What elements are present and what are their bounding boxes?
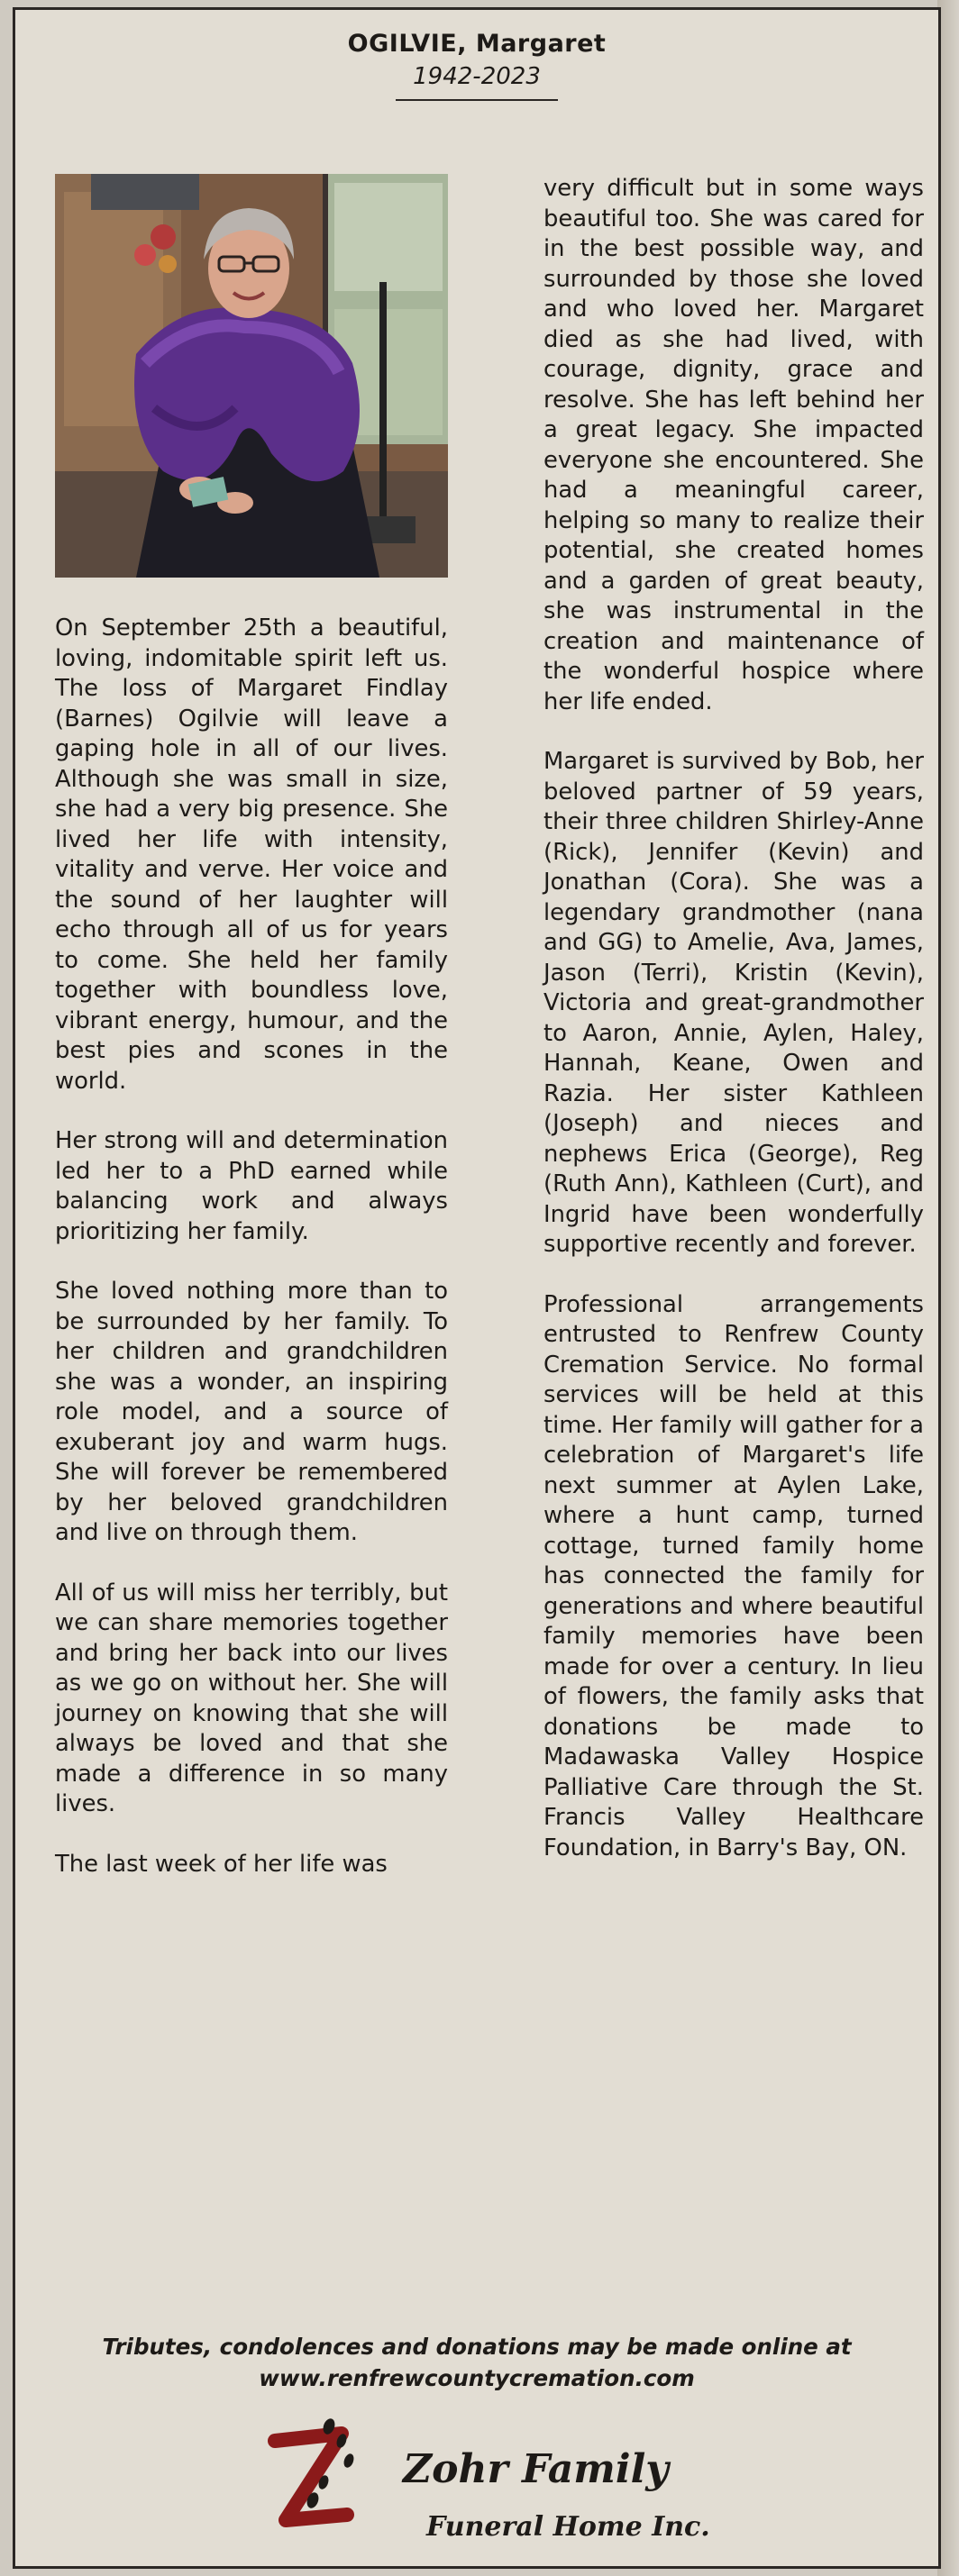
paragraph-arrangements: Professional arrangements entrusted to Renfrew County Cremation Service. No formal services will be held at this time. Her family will gather for a celebration of Margaret's life next summer at Aylen Lake, where a hunt camp, turned cottage, turned family home has connected the family for generations and where beautiful family memories have been made for over a century. In lieu of flowers, the family asks that donations be made to Madawaska Valley Hospice Palliative Care through the St. Francis Valley Healthcare Foundation, in Barry's Bay, ON.: [543, 1290, 924, 1861]
paragraph-phd: Her strong will and determination led her to a PhD earned while balancing work and always prioritizing her family.: [55, 1127, 448, 1245]
website-link[interactable]: www.renfrewcountycremation.com: [259, 2365, 695, 2391]
tribute-line: Tributes, condolences and donations may be made online at: [102, 2334, 852, 2360]
logo-title: Zohr Family: [403, 2446, 669, 2492]
left-column: [55, 614, 448, 1909]
portrait-photo: [55, 174, 448, 578]
paragraph-survivors: Margaret is survived by Bob, her beloved partner of 59 years, their three children Shirley-Anne (Rick), Jennifer (Kevin) and Jonathan (Cora). She was a legendary grandmother (nana and GG) to Amelie, Ava, James, Jason (Terri), Kristin (Kevin), Victoria and great-grandmother to Aaron, Annie, Aylen, Haley, Hannah, Keane, Owen and Razia. Her sister Kathleen (Joseph) and nieces and nephews Erica (George), Reg (Ruth Ann), Kathleen (Curt), and Ingrid have been wonderfully supportive recently and forever.: [543, 748, 924, 1258]
obituary-header: [15, 30, 938, 101]
tribute-note: [15, 2331, 938, 2394]
funeral-home-logo: [259, 2414, 763, 2558]
paragraph-family: She loved nothing more than to be surrounded by her family. To her children and grandchildren she was a wonder, an inspiring role model, and a source of exuberant joy and warm hugs. She will forever be remembered by her beloved grandchildren and live on through them.: [55, 1278, 448, 1546]
life-years: 1942-2023: [413, 63, 541, 90]
paragraph-last-week: The last week of her life was: [55, 1850, 388, 1878]
portrait-illustration: [55, 174, 448, 578]
deceased-name: OGILVIE, Margaret: [347, 30, 607, 58]
paragraph-legacy: very difficult but in some ways beautiful too. She was cared for in the best possible way, and surrounded by those she loved and who loved her. Margaret died as she had lived, with courage, dignity, grace and resolve. She has left behind her a great legacy. She impacted everyone she encountered. She had a meaningful career, helping so many to realize their potential, she created homes and a garden of great beauty, she was instrumental in the creation and maintenance of the wonderful hospice where her life ended.: [543, 175, 924, 715]
header-rule: [396, 99, 558, 101]
paragraph-memories: All of us will miss her terribly, but we can share memories together and bring her back into our lives as we go on without her. She will journey on knowing that she will always be loved and that she made a difference in so many lives.: [55, 1579, 448, 1817]
right-column: [543, 174, 924, 1893]
footprints-z-logo-icon: [259, 2414, 367, 2549]
obituary-notice: [13, 7, 941, 2569]
logo-subtitle: Funeral Home Inc.: [426, 2511, 710, 2543]
paragraph-tribute: On September 25th a beautiful, loving, indomitable spirit left us. The loss of Margaret Findlay (Barnes) Ogilvie will leave a gaping hole in all of our lives. Although she was small in size, she had a very big presence. She lived her life with intensity, vitality and verve. Her voice and the sound of her laughter will echo through all of us for years to come. She held her family together with boundless love, vibrant energy, humour, and the best pies and scones in the world.: [55, 614, 448, 1095]
